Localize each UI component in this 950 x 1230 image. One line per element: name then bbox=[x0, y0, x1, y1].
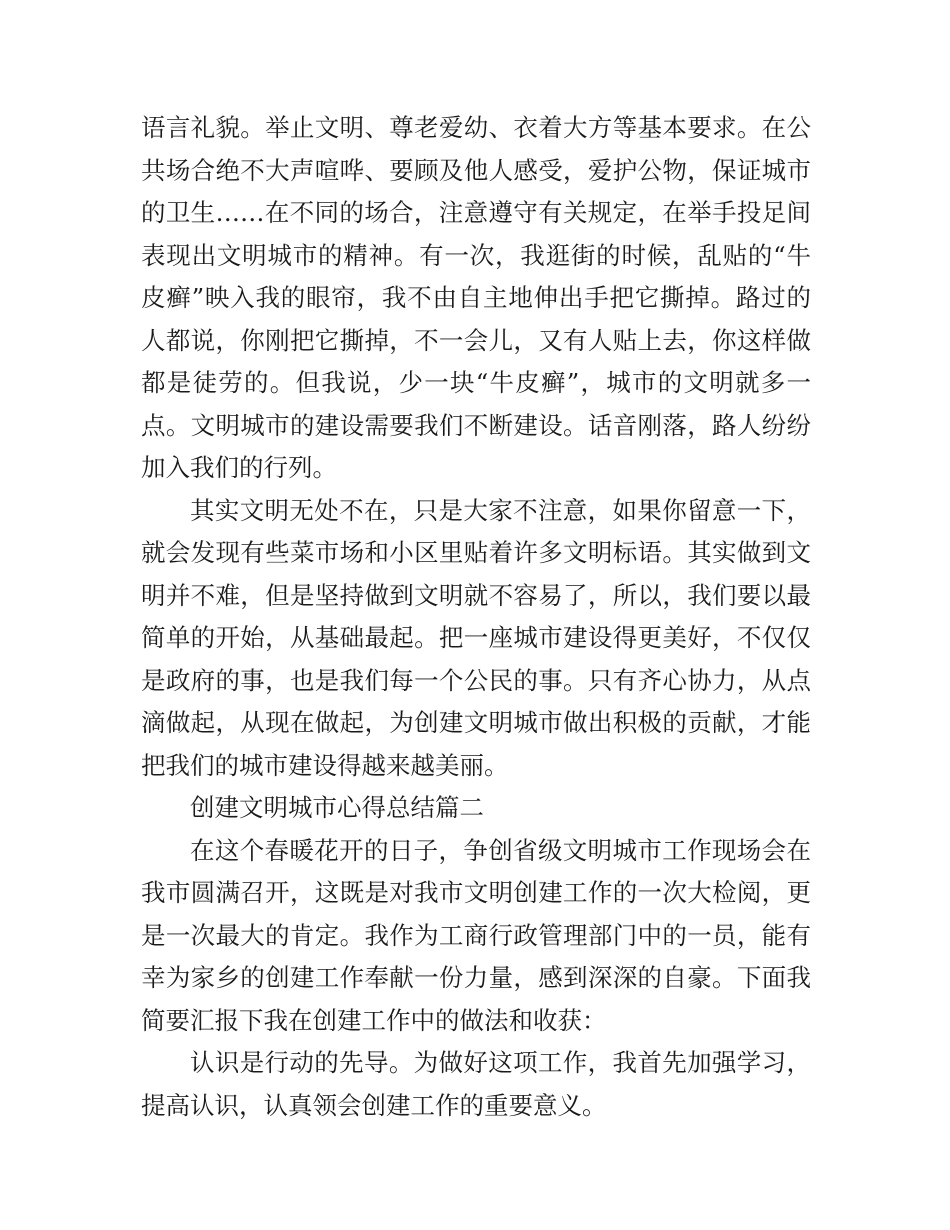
document-page bbox=[141, 107, 811, 1127]
paragraph-awareness: 认识是行动的先导。为做好这项工作，我首先加强学习，提高认识，认真领会创建工作的重要意义。 bbox=[141, 1048, 811, 1120]
paragraph-civility-everywhere: 其实文明无处不在，只是大家不注意，如果你留意一下，就会发现有些菜市场和小区里贴着许多文明标语。其实做到文明并不难，但是坚持做到文明就不容易了，所以，我们要以最简单的开始，从基础最起。把一座城市建设得更美好，不仅仅是政府的事，也是我们每一个公民的事。只有齐心协力，从点滴做起，从现在做起，为创建文明城市做出积极的贡献，才能把我们的城市建设得越来越美丽。 bbox=[141, 495, 811, 780]
section-heading: 创建文明城市心得总结篇二 bbox=[190, 793, 484, 822]
paragraph-meeting: 在这个春暖花开的日子，争创省级文明城市工作现场会在我市圆满召开，这既是对我市文明创建工作的一次大检阅，更是一次最大的肯定。我作为工商行政管理部门中的一员，能有幸为家乡的创建工作奉献一份力量，感到深深的自豪。下面我简要汇报下我在创建工作中的做法和收获： bbox=[141, 835, 811, 1035]
paragraph-continued: 语言礼貌。举止文明、尊老爱幼、衣着大方等基本要求。在公共场合绝不大声喧哗、要顾及他人感受，爱护公物，保证城市的卫生……在不同的场合，注意遵守有关规定，在举手投足间表现出文明城市的精神。有一次，我逛街的时候，乱贴的“牛皮癣”映入我的眼帘，我不由自主地伸出手把它撕掉。路过的人都说，你刚把它撕掉，不一会儿，又有人贴上去，你这样做都是徒劳的。但我说，少一块“牛皮癣”，城市的文明就多一点。文明城市的建设需要我们不断建设。话音刚落，路人纷纷加入我们的行列。 bbox=[141, 113, 811, 482]
